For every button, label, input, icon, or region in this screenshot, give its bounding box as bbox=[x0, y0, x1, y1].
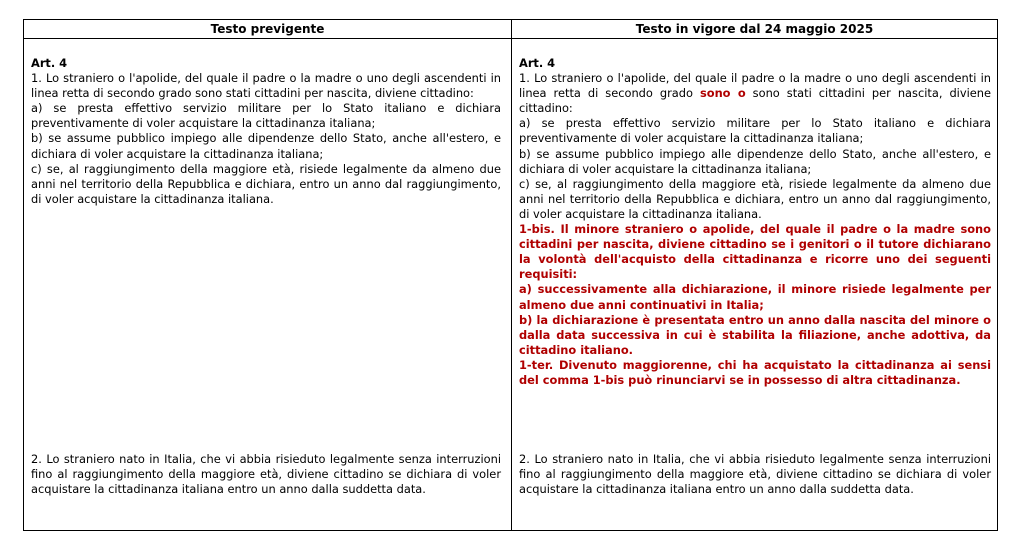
right-p1-start: 1. Lo straniero o l'apolide, del quale il padre o la madre o uno degli ascendenti in linea retta di secondo grado bbox=[519, 71, 991, 101]
right-paragraph-1 bbox=[519, 71, 991, 116]
left-column bbox=[31, 56, 501, 207]
right-comma-1-bis: 1-bis. Il minore straniero o apolide, del quale il padre o la madre sono cittadini per nascita, diviene cittadino se i genitori o il tutore dichiarano la volontà dell'acquisto della cittadinanza e ricorre uno dei seguenti requisiti: bbox=[519, 222, 991, 282]
right-item-a: a) se presta effettivo servizio militare per lo Stato italiano e dichiara preventivamente di voler acquistare la cittadinanza italiana; bbox=[519, 116, 991, 146]
left-item-a: a) se presta effettivo servizio militare per lo Stato italiano e dichiara preventivamente di voler acquistare la cittadinanza italiana; bbox=[31, 101, 501, 131]
left-paragraph-2: 2. Lo straniero nato in Italia, che vi abbia risieduto legalmente senza interruzioni fino al raggiungimento della maggiore età, diviene cittadino se dichiara di voler acquistare la cittadinanza italiana entro un anno dalla suddetta data. bbox=[31, 452, 501, 497]
right-article-title: Art. 4 bbox=[519, 56, 556, 70]
right-comma-1-bis-b: b) la dichiarazione è presentata entro un anno dalla nascita del minore o dalla data successiva in cui è stabilita la filiazione, anche adottiva, da cittadino italiano. bbox=[519, 312, 991, 357]
left-paragraph-1: 1. Lo straniero o l'apolide, del quale il padre o la madre o uno degli ascendenti in linea retta di secondo grado sono stati cittadini per nascita, diviene cittadino: bbox=[31, 71, 501, 101]
left-column-lower bbox=[31, 452, 501, 497]
right-paragraph-2: 2. Lo straniero nato in Italia, che vi abbia risieduto legalmente senza interruzioni fino al raggiungimento della maggiore età, diviene cittadino se dichiara di voler acquistare la cittadinanza italiana entro un anno dalla suddetta data. bbox=[519, 452, 991, 497]
right-p1-end: sono stati cittadini per nascita, diviene cittadino: bbox=[519, 86, 991, 116]
right-comma-1-bis-a: a) successivamente alla dichiarazione, il minore risiede legalmente per almeno due anni continuativi in Italia; bbox=[519, 282, 991, 312]
header-previous-text: Testo previgente bbox=[24, 20, 511, 39]
right-column-lower bbox=[519, 452, 991, 497]
right-comma-1-ter: 1-ter. Divenuto maggiorenne, chi ha acquistato la cittadinanza ai sensi del comma 1-bis può rinunciarvi se in possesso di altra cittadinanza. bbox=[519, 357, 991, 387]
header-current-text: Testo in vigore dal 24 maggio 2025 bbox=[512, 20, 997, 39]
left-article-title: Art. 4 bbox=[31, 56, 68, 70]
comparison-table bbox=[23, 19, 998, 531]
right-item-c: c) se, al raggiungimento della maggiore età, risiede legalmente da almeno due anni nel territorio della Repubblica e dichiara, entro un anno dal raggiungimento, di voler acquistare la cittadinanza italiana. bbox=[519, 176, 991, 221]
left-item-b: b) se assume pubblico impiego alle dipendenze dello Stato, anche all'estero, e dichiara di voler acquistare la cittadinanza italiana; bbox=[31, 131, 501, 161]
right-p1-amendment: sono o bbox=[699, 86, 746, 101]
column-divider bbox=[511, 20, 512, 530]
left-item-c: c) se, al raggiungimento della maggiore età, risiede legalmente da almeno due anni nel territorio della Repubblica e dichiara, entro un anno dal raggiungimento, di voler acquistare la cittadinanza italiana. bbox=[31, 161, 501, 206]
right-item-b: b) se assume pubblico impiego alle dipendenze dello Stato, anche all'estero, e dichiara di voler acquistare la cittadinanza italiana; bbox=[519, 146, 991, 176]
right-column bbox=[519, 56, 991, 388]
